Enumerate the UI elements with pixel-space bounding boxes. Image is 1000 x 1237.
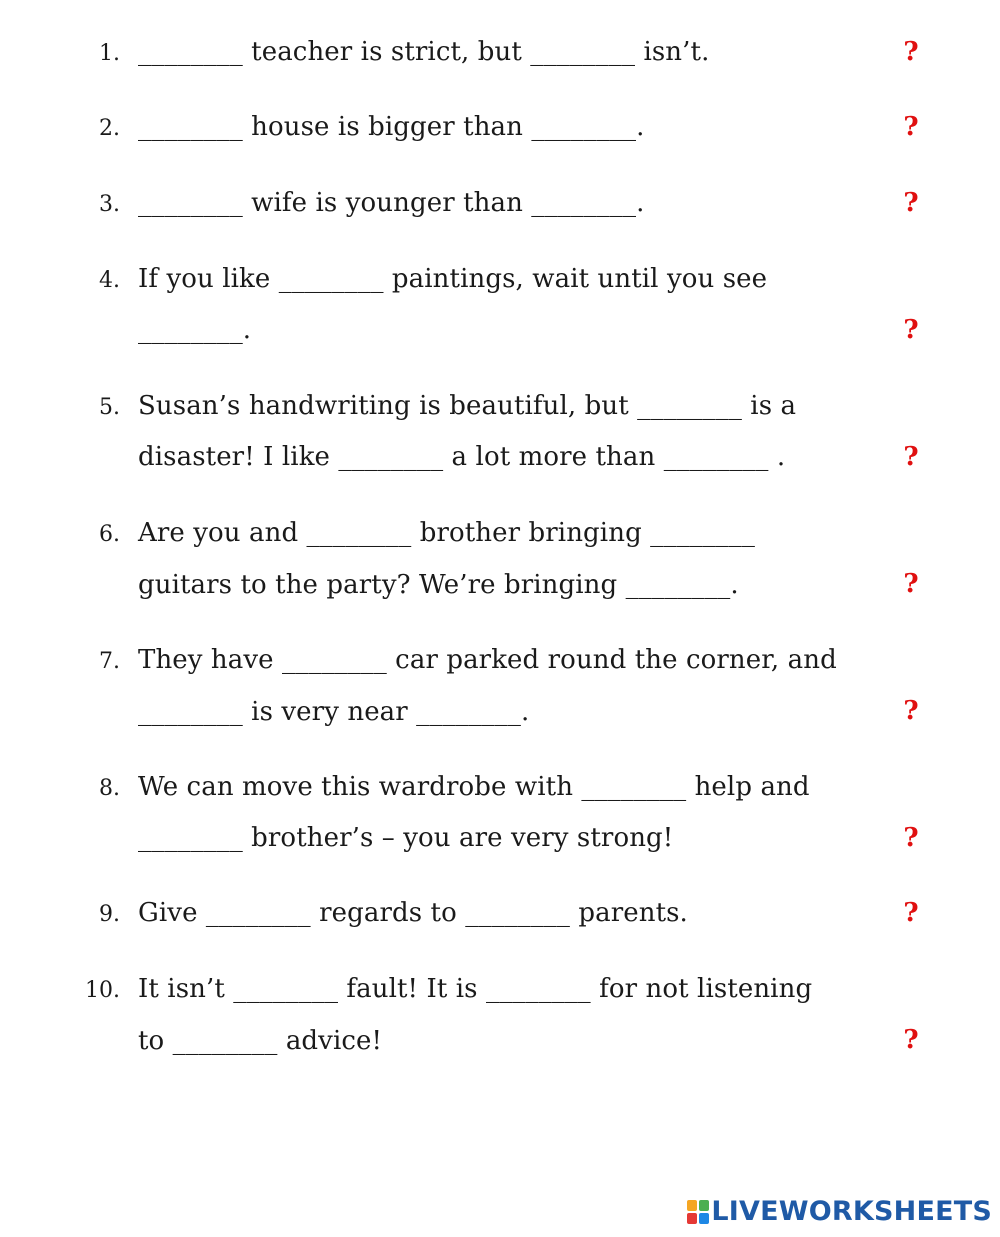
item-number-2: 2.	[99, 116, 120, 141]
item-number-7: 7.	[99, 649, 120, 674]
item-8-line-2: ________ brother’s – you are very strong!	[138, 823, 674, 853]
check-answer-button-5[interactable]: ?	[903, 442, 919, 472]
check-answer-button-3[interactable]: ?	[903, 188, 919, 218]
item-number-3: 3.	[99, 192, 120, 217]
item-5-line-1: Susan’s handwriting is beautiful, but ________ is a	[138, 391, 797, 421]
item-6-line-2: guitars to the party? We’re bringing ________.	[138, 570, 739, 600]
liveworksheets-logo	[687, 1196, 992, 1227]
check-answer-button-1[interactable]: ?	[903, 37, 919, 67]
item-7-line-1: They have ________ car parked round the corner, and	[138, 645, 837, 675]
item-10-line-2: to ________ advice!	[138, 1026, 383, 1056]
item-number-1: 1.	[99, 41, 120, 66]
brand-name: LIVEWORKSHEETS	[711, 1196, 992, 1227]
item-4-line-1: If you like ________ paintings, wait until you see	[138, 264, 768, 294]
check-answer-button-7[interactable]: ?	[903, 696, 919, 726]
item-8-line-1: We can move this wardrobe with ________ help and	[138, 772, 810, 802]
check-answer-button-9[interactable]: ?	[903, 898, 919, 928]
item-number-5: 5.	[99, 395, 120, 420]
item-7-line-2: ________ is very near ________.	[138, 697, 530, 727]
item-10-line-1: It isn’t ________ fault! It is ________ for not listening	[138, 974, 813, 1004]
check-answer-button-8[interactable]: ?	[903, 823, 919, 853]
check-answer-button-10[interactable]: ?	[903, 1025, 919, 1055]
item-6-line-1: Are you and ________ brother bringing ________	[138, 518, 755, 548]
item-4-line-2: ________.	[138, 315, 252, 345]
check-answer-button-2[interactable]: ?	[903, 112, 919, 142]
item-number-6: 6.	[99, 522, 120, 547]
check-answer-button-6[interactable]: ?	[903, 569, 919, 599]
check-answer-button-4[interactable]: ?	[903, 315, 919, 345]
item-number-4: 4.	[99, 268, 120, 293]
item-number-9: 9.	[99, 902, 120, 927]
item-number-10: 10.	[85, 978, 120, 1003]
item-3-line-1: ________ wife is younger than ________.	[138, 188, 645, 218]
item-1-line-1: ________ teacher is strict, but ________ isn’t.	[138, 37, 710, 67]
item-2-line-1: ________ house is bigger than ________.	[138, 112, 645, 142]
item-9-line-1: Give ________ regards to ________ parents.	[138, 898, 688, 928]
item-5-line-2: disaster! I like ________ a lot more than ________ .	[138, 442, 786, 472]
liveworksheets-logo-icon	[687, 1200, 709, 1224]
item-number-8: 8.	[99, 776, 120, 801]
